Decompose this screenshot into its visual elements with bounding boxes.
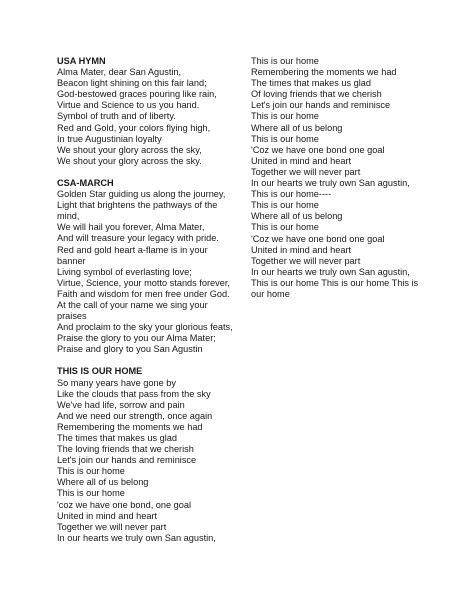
lyric-line: The loving friends that we cherish	[57, 444, 194, 455]
usa-hymn-title: USA HYMN	[57, 56, 106, 66]
lyric-line: This is our home	[251, 200, 319, 211]
lyric-line: 'coz we have one bond, one goal	[57, 499, 192, 510]
lyric-line: Faith and wisdom for men free under God.	[57, 288, 230, 299]
lyric-line: mind,	[57, 211, 80, 222]
lyric-line: This is our home	[57, 466, 125, 477]
lyric-line: Where all of us belong	[57, 477, 149, 488]
lyric-line: our home	[251, 288, 290, 299]
lyric-line: Praise the glory to you our Alma Mater;	[57, 333, 216, 344]
lyric-line: And will treasure your legacy with pride.	[57, 233, 219, 244]
lyric-line: The times that makes us glad	[251, 78, 372, 89]
lyric-line: Beacon light shining on this fair land;	[57, 78, 207, 89]
lyric-line: Virtue, Science, your motto stands forever,	[57, 277, 230, 288]
lyric-line: Alma Mater, dear San Agustin,	[57, 67, 182, 78]
lyric-line: Let's join our hands and reminisce	[57, 455, 197, 466]
lyric-line: Of loving friends that we cherish	[251, 89, 382, 100]
lyric-line: Symbol of truth and of liberty.	[57, 111, 176, 122]
lyric-line: This is our home	[251, 111, 319, 122]
lyric-line: Remembering the moments we had	[251, 67, 397, 78]
lyric-line: We shout your glory across the sky.	[57, 155, 202, 166]
lyric-line: United in mind and heart	[251, 244, 352, 255]
lyric-line: So many years have gone by	[57, 377, 176, 388]
right-column	[251, 56, 451, 300]
lyric-line: And we need our strength, once again	[57, 410, 213, 421]
this-is-our-home-section	[57, 366, 257, 544]
left-column	[57, 56, 257, 544]
csa-march-title: CSA-MARCH	[57, 177, 114, 188]
lyric-line: In our hearts we truly own San agustin,	[251, 178, 410, 189]
lyric-line: Living symbol of everlasting love;	[57, 266, 192, 277]
lyric-line: United in mind and heart	[57, 510, 158, 521]
lyric-line: The times that makes us glad	[57, 433, 178, 443]
lyric-line: Together we will never part	[251, 166, 361, 177]
csa-march-section	[57, 178, 257, 356]
lyric-line: United in mind and heart	[251, 155, 352, 166]
lyric-line: And proclaim to the sky your glorious feats,	[57, 322, 233, 333]
lyric-line: In our hearts we truly own San agustin,	[57, 532, 216, 543]
lyric-line: Red and Gold, your colors flying high,	[57, 122, 211, 133]
lyric-line: Remembering the moments we had	[57, 421, 203, 432]
lyric-line: 'Coz we have one bond one goal	[251, 144, 385, 155]
lyric-line: banner	[57, 255, 86, 266]
lyric-line: Together we will never part	[251, 255, 361, 266]
lyric-line: 'Coz we have one bond one goal	[251, 233, 385, 244]
lyric-line: This is our home This is our home This is	[251, 277, 419, 288]
lyric-line: At the call of your name we sing your	[57, 299, 208, 310]
lyric-line: We will hail you forever, Alma Mater,	[57, 222, 205, 233]
lyric-line: In our hearts we truly own San agustin,	[251, 266, 410, 277]
lyric-line: Golden Star guiding us along the journey,	[57, 189, 226, 200]
lyric-line: We shout your glory across the sky,	[57, 144, 202, 155]
lyric-line: Where all of us belong	[251, 211, 343, 222]
this-is-our-home-title: THIS IS OUR HOME	[57, 366, 143, 377]
lyric-line: This is our home	[251, 56, 319, 66]
lyric-line: In true Augustinian loyalty	[57, 133, 162, 144]
lyric-line: praises	[57, 311, 87, 322]
lyric-line: Where all of us belong	[251, 122, 343, 133]
lyric-line: Like the clouds that pass from the sky	[57, 388, 211, 399]
lyric-line: Let's join our hands and reminisce	[251, 100, 391, 111]
this-is-our-home-continued	[251, 56, 451, 300]
lyric-line: God-bestowed graces pouring like rain,	[57, 89, 217, 100]
lyric-line: Virtue and Science to us you hand.	[57, 100, 200, 111]
lyric-line: Together we will never part	[57, 521, 167, 532]
lyric-line: We've had life, sorrow and pain	[57, 399, 185, 410]
lyric-line: This is our home	[251, 222, 319, 233]
lyric-line: This is our home	[57, 488, 125, 499]
lyric-line: Red and gold heart a-flame is in your	[57, 244, 208, 255]
lyric-line: Praise and glory to you San Agustin	[57, 344, 203, 355]
lyric-line: This is our home----	[251, 189, 332, 200]
usa-hymn-section	[57, 56, 257, 167]
lyric-line: Light that brightens the pathways of the	[57, 200, 218, 211]
lyric-line: This is our home	[251, 133, 319, 144]
